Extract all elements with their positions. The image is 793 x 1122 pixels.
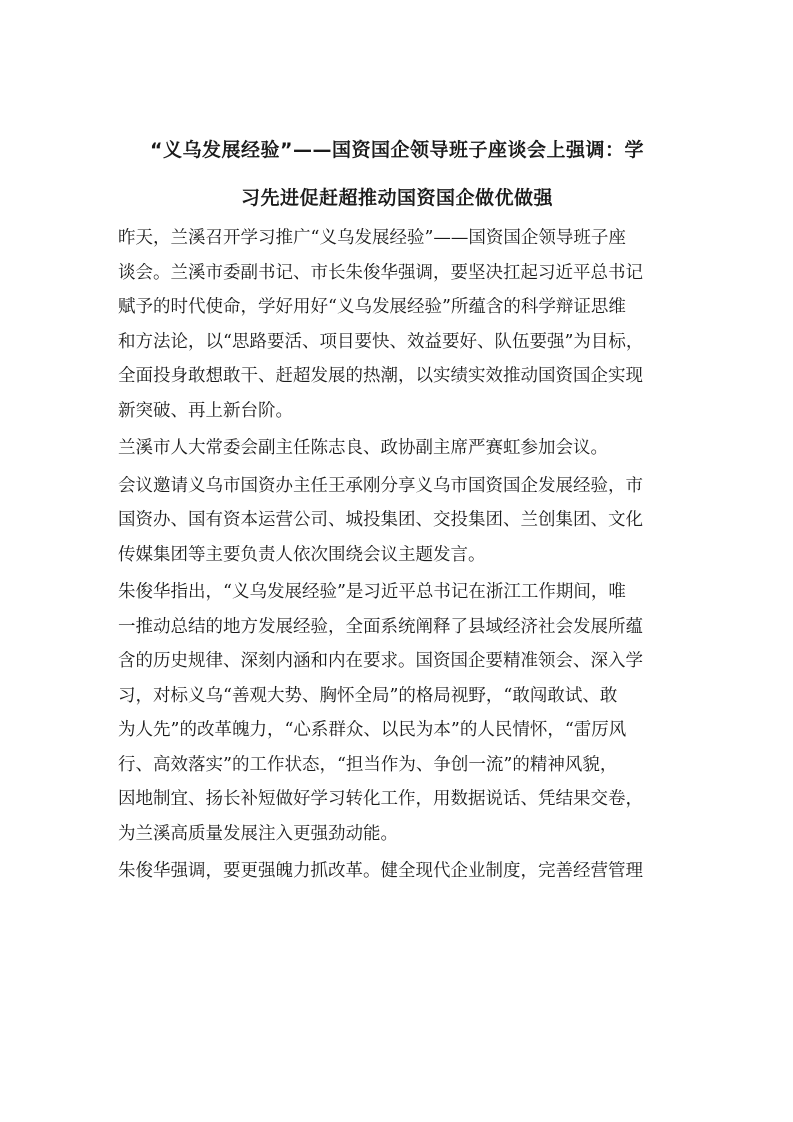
text-line: 谈会。兰溪市委副书记、市长朱俊华强调，要坚决扛起习近平总书记: [118, 262, 643, 283]
text-line: 和方法论，以“思路要活、项目要快、效益要好、队伍要强”为目标，: [118, 331, 644, 352]
paragraph: [118, 431, 678, 466]
text-line: 传媒集团等主要负责人依次围绕会议主题发言。: [118, 544, 486, 565]
paragraph: [118, 575, 678, 851]
text-line: 一推动总结的地方发展经验，全面系统阐释了县域经济社会发展所蕴: [118, 616, 643, 637]
text-line: 含的历史规律、深刻内涵和内在要求。国资国企要精准领会、深入学: [118, 651, 643, 671]
title-line: 习先进促赶超推动国资国企做优做强: [240, 187, 553, 209]
text-line: 兰溪市人大常委会副主任陈志良、政协副主席严赛虹参加会议。: [118, 438, 608, 458]
document-title: [112, 126, 682, 222]
text-line: 赋予的时代使命，学好用好“义乌发展经验”所蕴含的科学辩证思维: [118, 297, 626, 317]
text-line: 因地制宜、扬长补短做好学习转化工作，用数据说话、凭结果交卷，: [118, 789, 643, 809]
title-line: “义乌发展经验”——国资国企领导班子座谈会上强调：学: [150, 139, 644, 161]
text-line: 为人先”的改革魄力，“心系群众、以民为本”的人民情怀，“雷厉风: [118, 720, 627, 740]
text-line: 新突破、再上新台阶。: [118, 400, 293, 421]
text-line: 全面投身敢想敢干、赶超发展的热潮，以实绩实效推动国资国企实现: [118, 366, 643, 386]
text-line: 行、高效落实”的工作状态，“担当作为、争创一流”的精神风貌，: [118, 754, 618, 775]
text-line: 国资办、国有资本运营公司、城投集团、交投集团、兰创集团、文化: [118, 510, 643, 530]
paragraph: [118, 221, 678, 428]
paragraph: [118, 854, 678, 889]
document-body: [118, 221, 678, 892]
text-line: 习，对标义乌“善观大势、胸怀全局”的格局视野，“敢闯敢试、敢: [118, 685, 618, 706]
text-line: 为兰溪高质量发展注入更强劲动能。: [118, 823, 398, 844]
text-line: 昨天，兰溪召开学习推广“义乌发展经验”——国资国企领导班子座: [118, 228, 626, 248]
paragraph: [118, 469, 678, 573]
text-line: 朱俊华强调，要更强魄力抓改革。健全现代企业制度，完善经营管理: [118, 861, 643, 881]
text-line: 朱俊华指出，“义乌发展经验”是习近平总书记在浙江工作期间，唯: [118, 582, 626, 602]
text-line: 会议邀请义乌市国资办主任王承刚分享义乌市国资国企发展经验，市: [118, 475, 643, 496]
